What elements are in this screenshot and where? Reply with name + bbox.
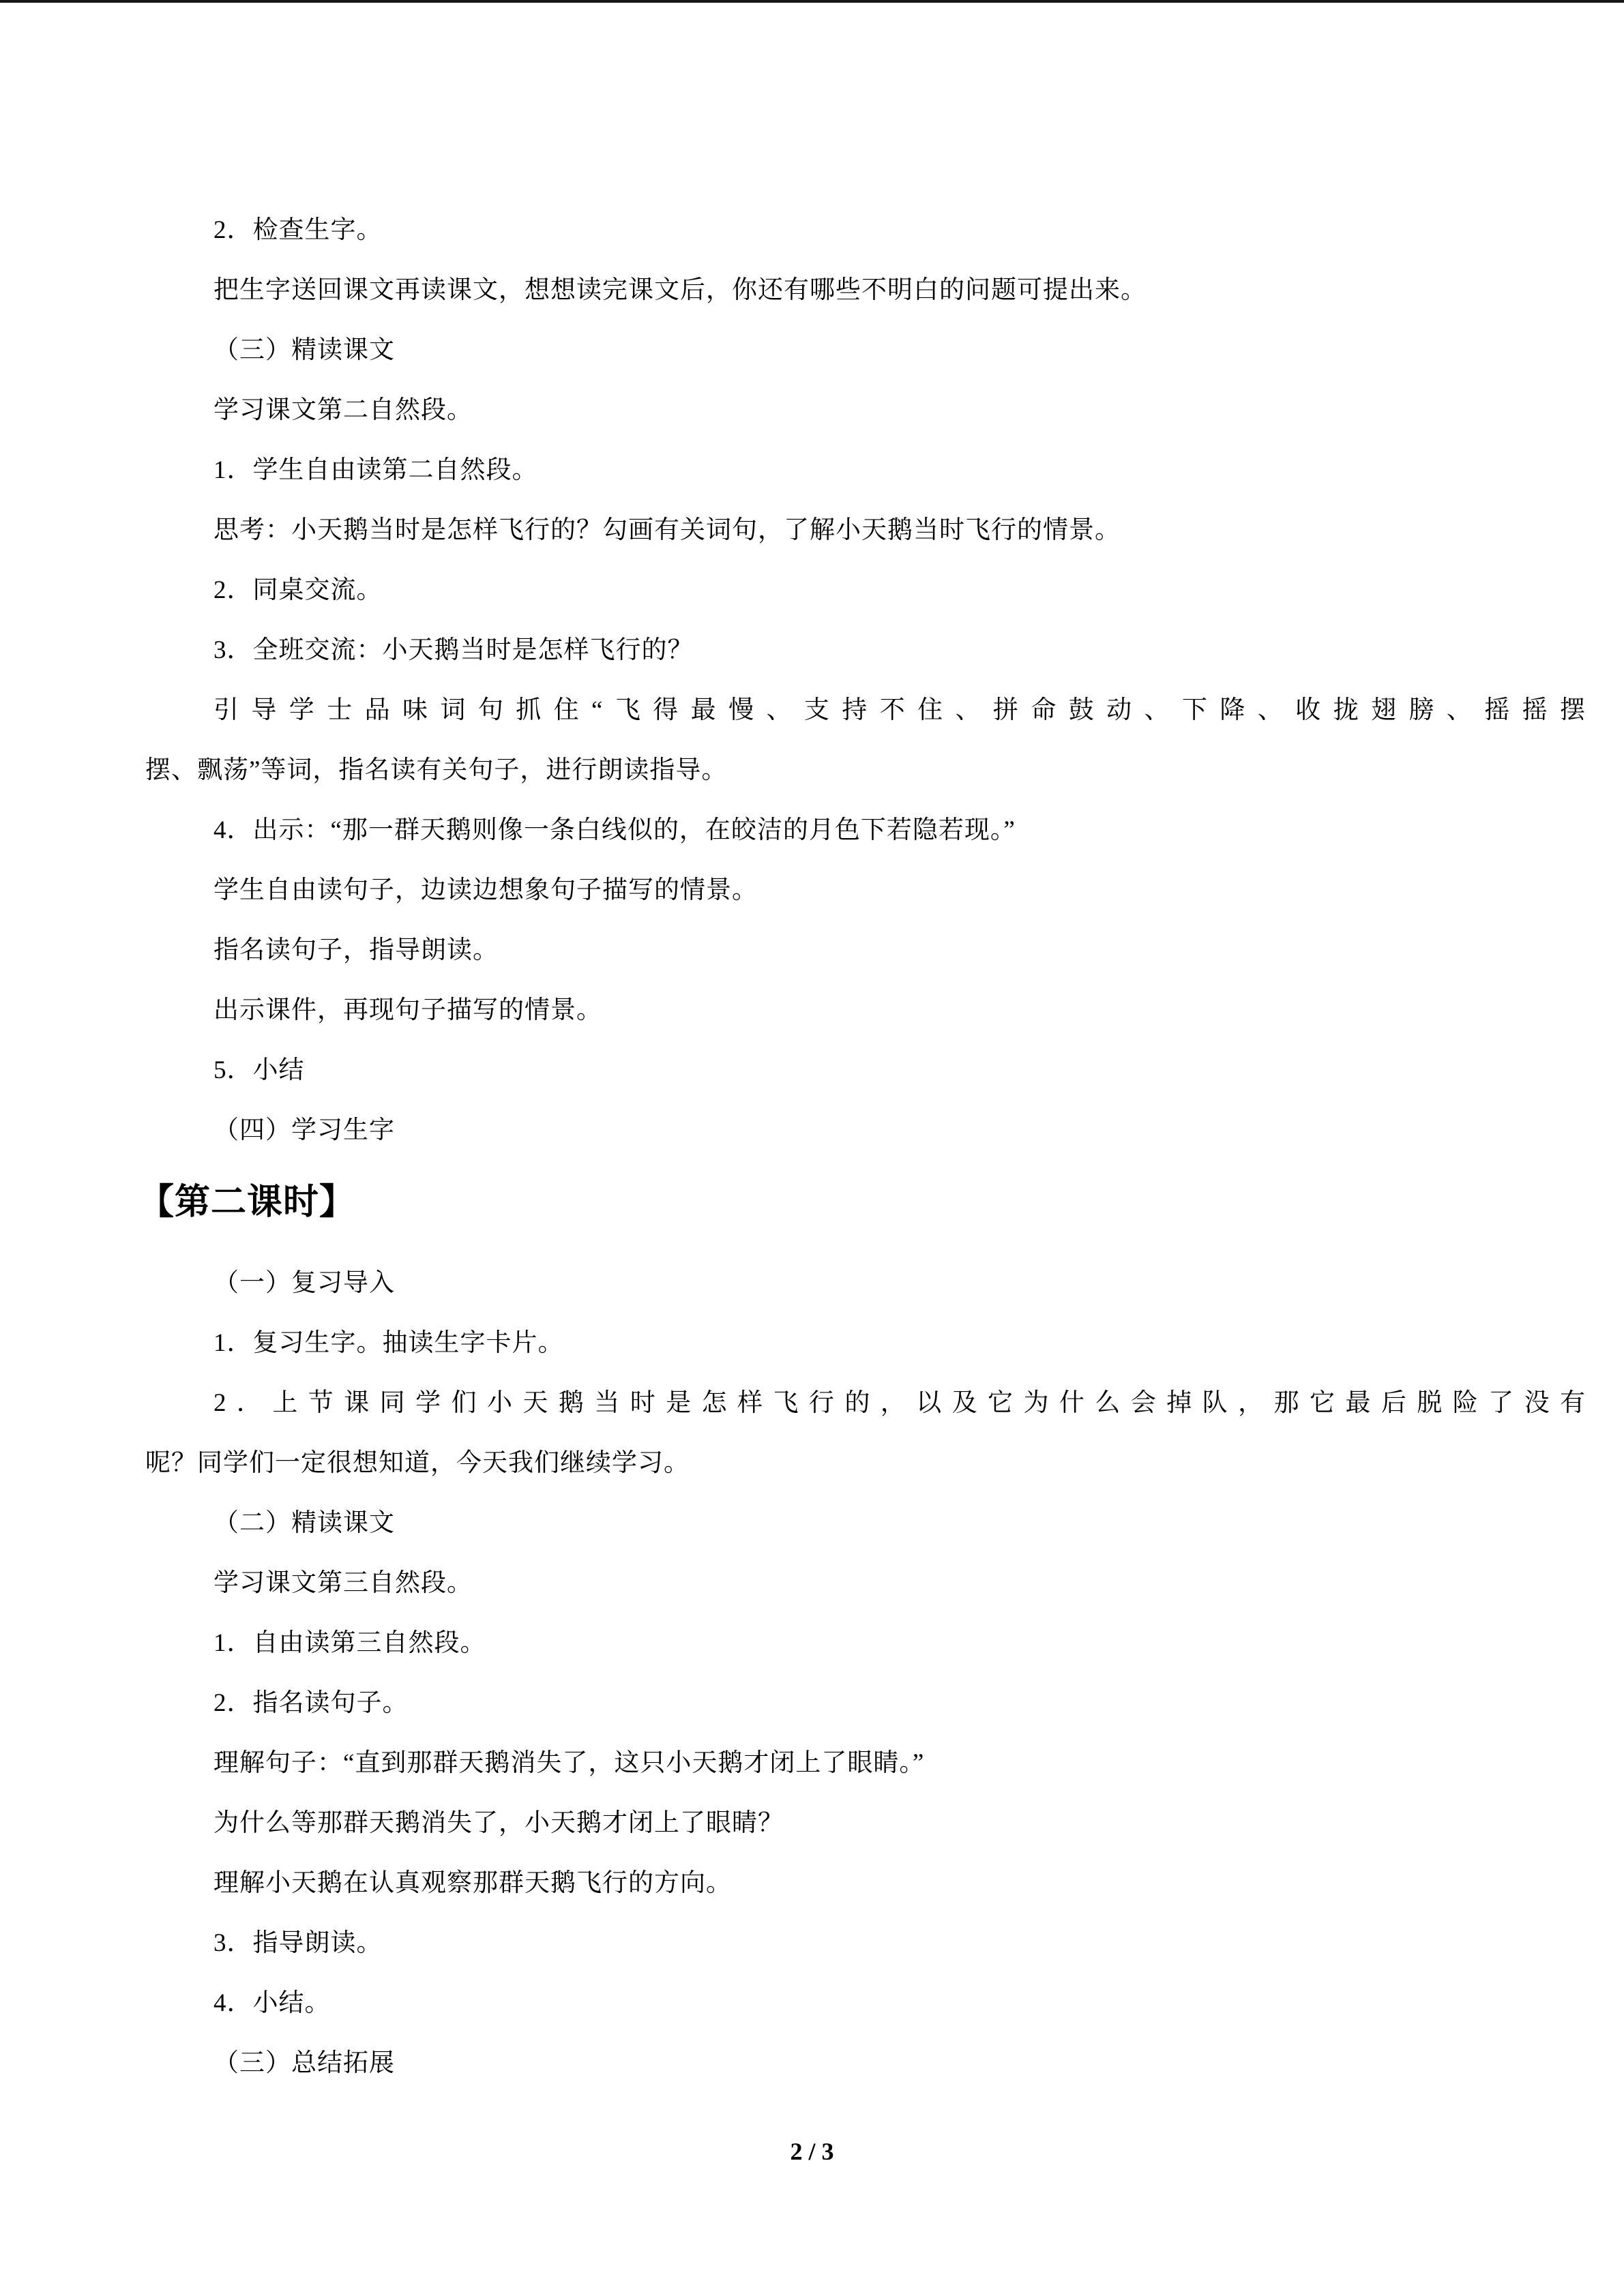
document-line: （二）精读课文 <box>213 1509 395 1537</box>
document-line: 5．小结 <box>213 1056 305 1084</box>
document-line: 指名读句子，指导朗读。 <box>213 936 499 964</box>
document-line: 2．上节课同学们小天鹅当时是怎样飞行的，以及它为什么会掉队，那它最后脱险了没有 <box>213 1389 1586 1417</box>
document-line: 3．指导朗读。 <box>213 1929 383 1957</box>
document-line: 引导学士品味词句抓住“飞得最慢、支持不住、拼命鼓动、下降、收拢翅膀、摇摇摆 <box>213 696 1586 724</box>
document-line: 【第二课时】 <box>138 1183 356 1222</box>
document-line: 1．学生自由读第二自然段。 <box>213 456 538 484</box>
document-line: （一）复习导入 <box>213 1269 395 1297</box>
document-line: 学生自由读句子，边读边想象句子描写的情景。 <box>213 876 758 904</box>
document-line: 3．全班交流：小天鹅当时是怎样飞行的？ <box>213 636 694 664</box>
document-line: 4．小结。 <box>213 1989 331 2017</box>
document-line: （三）精读课文 <box>213 336 395 364</box>
document-line: 出示课件，再现句子描写的情景。 <box>213 996 602 1024</box>
document-line: 2．同桌交流。 <box>213 576 383 604</box>
page-number: 2 / 3 <box>790 2138 834 2165</box>
document-line: 把生字送回课文再读课文，想想读完课文后，你还有哪些不明白的问题可提出来。 <box>213 276 1147 304</box>
document-line: 1．复习生字。抽读生字卡片。 <box>213 1329 564 1357</box>
document-line: 摆、飘荡”等词，指名读有关句子，进行朗读指导。 <box>145 756 728 784</box>
document-line: 为什么等那群天鹅消失了，小天鹅才闭上了眼睛？ <box>213 1809 784 1837</box>
document-line: 思考：小天鹅当时是怎样飞行的？勾画有关词句，了解小天鹅当时飞行的情景。 <box>213 516 1121 544</box>
page-top-border <box>0 0 1624 3</box>
document-line: （三）总结拓展 <box>213 2049 395 2077</box>
document-line: 4．出示：“那一群天鹅则像一条白线似的，在皎洁的月色下若隐若现。” <box>213 816 1016 844</box>
document-line: 呢？同学们一定很想知道，今天我们继续学习。 <box>145 1449 690 1477</box>
document-line: 2．指名读句子。 <box>213 1689 409 1717</box>
document-content <box>138 200 1586 2093</box>
document-line: 理解句子：“直到那群天鹅消失了，这只小天鹅才闭上了眼睛。” <box>213 1749 925 1777</box>
document-line: （四）学习生字 <box>213 1116 395 1144</box>
document-line: 1．自由读第三自然段。 <box>213 1629 486 1657</box>
document-line: 2．检查生字。 <box>213 216 383 244</box>
document-line: 学习课文第二自然段。 <box>213 396 473 424</box>
document-line: 理解小天鹅在认真观察那群天鹅飞行的方向。 <box>213 1869 732 1897</box>
document-line: 学习课文第三自然段。 <box>213 1569 473 1597</box>
